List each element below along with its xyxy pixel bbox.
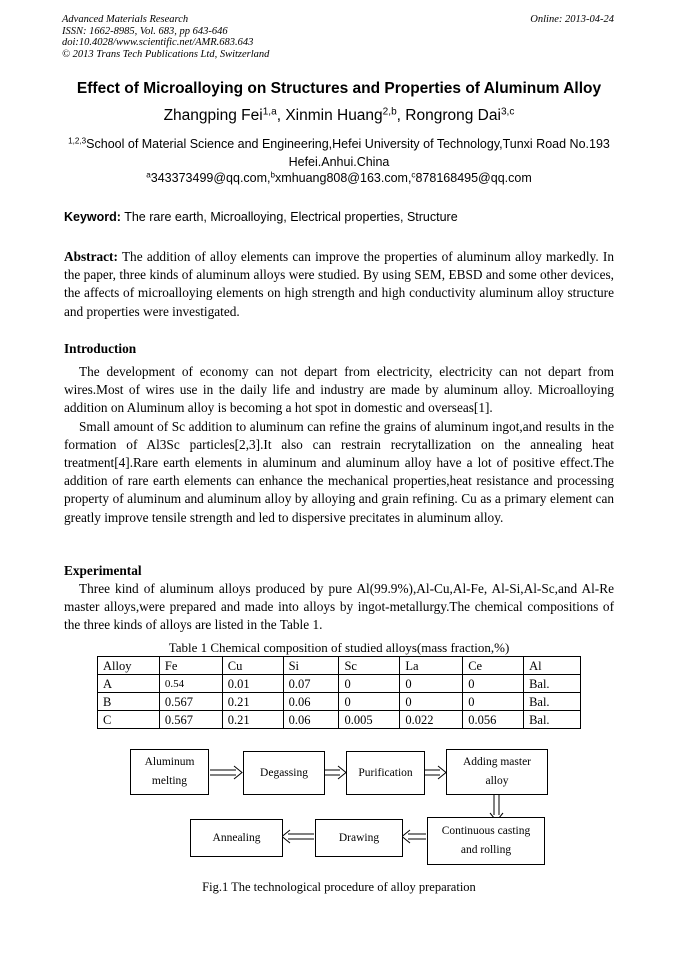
table-cell: 0 xyxy=(463,693,524,711)
table-cell: 0.567 xyxy=(159,711,222,729)
author-name: Rongrong Dai xyxy=(405,107,501,124)
author-superscript: 3,c xyxy=(500,106,515,118)
affiliation-line-1: School of Material Science and Engineering,Hefei University of Technology,Tunxi Road No.193 xyxy=(86,137,610,151)
table-cell: Bal. xyxy=(524,675,581,693)
author-separator: , xyxy=(396,107,406,124)
table-cell: 0.01 xyxy=(222,675,283,693)
table-cell: C xyxy=(98,711,160,729)
author-superscript: 2,b xyxy=(382,106,397,118)
table-header-cell: Si xyxy=(283,657,339,675)
issn-line: ISSN: 1662-8985, Vol. 683, pp 643-646 xyxy=(62,25,228,37)
paragraph: Small amount of Sc addition to aluminum can refine the grains of aluminum ingot,and results in the formation of Al3Sc particles[2,3].It also can restrain recrytallization on the annealing heat treatment[4].Rare earth elements in aluminum and aluminum alloy have a lot of positive effect.The addition of rare earth elements can enhance the mechanical properties,heat resistance and processing property of aluminum and aluminum alloy by alloying and grain refining. Cu as a primary element can greatly improve tensile strength and led to dispersive precitates in aluminum alloy. xyxy=(64,418,614,525)
arrow-head-icon xyxy=(438,766,446,779)
author-name: Xinmin Huang xyxy=(285,107,383,124)
online-date: Online: 2013-04-24 xyxy=(530,14,614,25)
table-cell: 0 xyxy=(400,675,463,693)
email-superscript: b xyxy=(270,170,276,180)
table-header-cell: Cu xyxy=(222,657,283,675)
email-address[interactable]: xmhuang808@163.com, xyxy=(275,171,412,185)
table-header-cell: Sc xyxy=(339,657,400,675)
table-cell: 0.022 xyxy=(400,711,463,729)
step-drawing: Drawing xyxy=(315,819,403,857)
table-cell: 0.21 xyxy=(222,693,283,711)
author-separator: , xyxy=(276,107,286,124)
affiliation-superscript: 1,2,3 xyxy=(68,136,87,146)
section-heading-introduction: Introduction xyxy=(64,341,137,356)
table-cell: B xyxy=(98,693,160,711)
table-cell: 0.056 xyxy=(463,711,524,729)
copyright-line: © 2013 Trans Tech Publications Ltd, Switzerland xyxy=(62,48,270,60)
email-superscript: c xyxy=(411,170,416,180)
email-address[interactable]: 878168495@qq.com xyxy=(415,171,532,185)
arrow-left-icon xyxy=(288,834,314,839)
table-header-cell: Alloy xyxy=(98,657,160,675)
arrow-right-icon xyxy=(210,770,236,775)
paragraph: Three kind of aluminum alloys produced by pure Al(99.9%),Al-Cu,Al-Fe, Al-Si,Al-Sc,and Al-Re master alloys,were prepared and made into alloys by ingot-metallurgy.The chemical compositions of the three kinds of alloys are listed in the Table 1. xyxy=(64,581,614,633)
table-cell: 0.005 xyxy=(339,711,400,729)
email-superscript: a xyxy=(146,170,151,180)
step-annealing: Annealing xyxy=(190,819,283,857)
table-header-cell: Ce xyxy=(463,657,524,675)
paper-title: Effect of Microalloying on Structures and Properties of Aluminum Alloy xyxy=(76,80,602,97)
step-aluminum-melting: Aluminum melting xyxy=(130,749,209,795)
table-cell: 0.07 xyxy=(283,675,339,693)
table-caption: Table 1 Chemical composition of studied alloys(mass fraction,%) xyxy=(168,640,510,655)
table-cell: Bal. xyxy=(524,693,581,711)
step-adding-master-alloy: Adding master alloy xyxy=(446,749,548,795)
arrow-right-icon xyxy=(324,770,340,775)
table-cell: A xyxy=(98,675,160,693)
doi-line: doi:10.4028/www.scientific.net/AMR.683.643 xyxy=(62,37,254,48)
arrow-down-icon xyxy=(494,795,499,815)
table-cell: 0 xyxy=(339,693,400,711)
table-cell: 0.21 xyxy=(222,711,283,729)
table-header-cell: Al xyxy=(524,657,581,675)
arrow-head-icon xyxy=(282,830,290,843)
keyword-label: Keyword: xyxy=(64,210,121,224)
table-header-cell: La xyxy=(400,657,463,675)
abstract-text: The addition of alloy elements can improve the properties of aluminum alloy markedly. In the paper, three kinds of aluminum alloys were studied. By using SEM, EBSD and some other devices, the affects of microalloying elements on high strength and high conductivity aluminum alloy structure and properties were investigated. xyxy=(64,249,614,319)
arrow-right-icon xyxy=(424,770,440,775)
email-address[interactable]: 343373499@qq.com, xyxy=(150,171,271,185)
arrow-left-icon xyxy=(408,834,426,839)
paragraph: The development of economy can not depart from electricity, electricity can not depart from wires.Most of wires use in the daily life and industry are made by aluminum alloy. Microalloying addition on Aluminum alloy is becoming a hot spot in domestic and overseas[1]. xyxy=(64,364,614,416)
table-cell: 0.06 xyxy=(283,693,339,711)
table-cell: 0 xyxy=(400,693,463,711)
abstract-label: Abstract: xyxy=(64,249,118,264)
section-heading-experimental: Experimental xyxy=(64,563,142,578)
step-degassing: Degassing xyxy=(243,751,325,795)
author-name: Zhangping Fei xyxy=(163,107,263,124)
step-purification: Purification xyxy=(346,751,425,795)
arrow-head-icon xyxy=(338,766,346,779)
table-cell: 0.06 xyxy=(283,711,339,729)
step-continuous-casting: Continuous casting and rolling xyxy=(427,817,545,865)
table-header-cell: Fe xyxy=(159,657,222,675)
arrow-head-icon xyxy=(234,766,242,779)
table-cell: 0.567 xyxy=(159,693,222,711)
table-cell: 0.54 xyxy=(159,675,222,693)
table-cell: 0 xyxy=(339,675,400,693)
keyword-text: The rare earth, Microalloying, Electrical properties, Structure xyxy=(120,210,458,224)
arrow-head-icon xyxy=(402,830,410,843)
table-cell: Bal. xyxy=(524,711,581,729)
journal-name: Advanced Materials Research xyxy=(62,14,189,25)
figure-caption: Fig.1 The technological procedure of alloy preparation xyxy=(202,880,476,894)
author-superscript: 1,a xyxy=(262,106,277,118)
table-cell: 0 xyxy=(463,675,524,693)
affiliation-line-2: Hefei.Anhui.China xyxy=(288,155,390,169)
